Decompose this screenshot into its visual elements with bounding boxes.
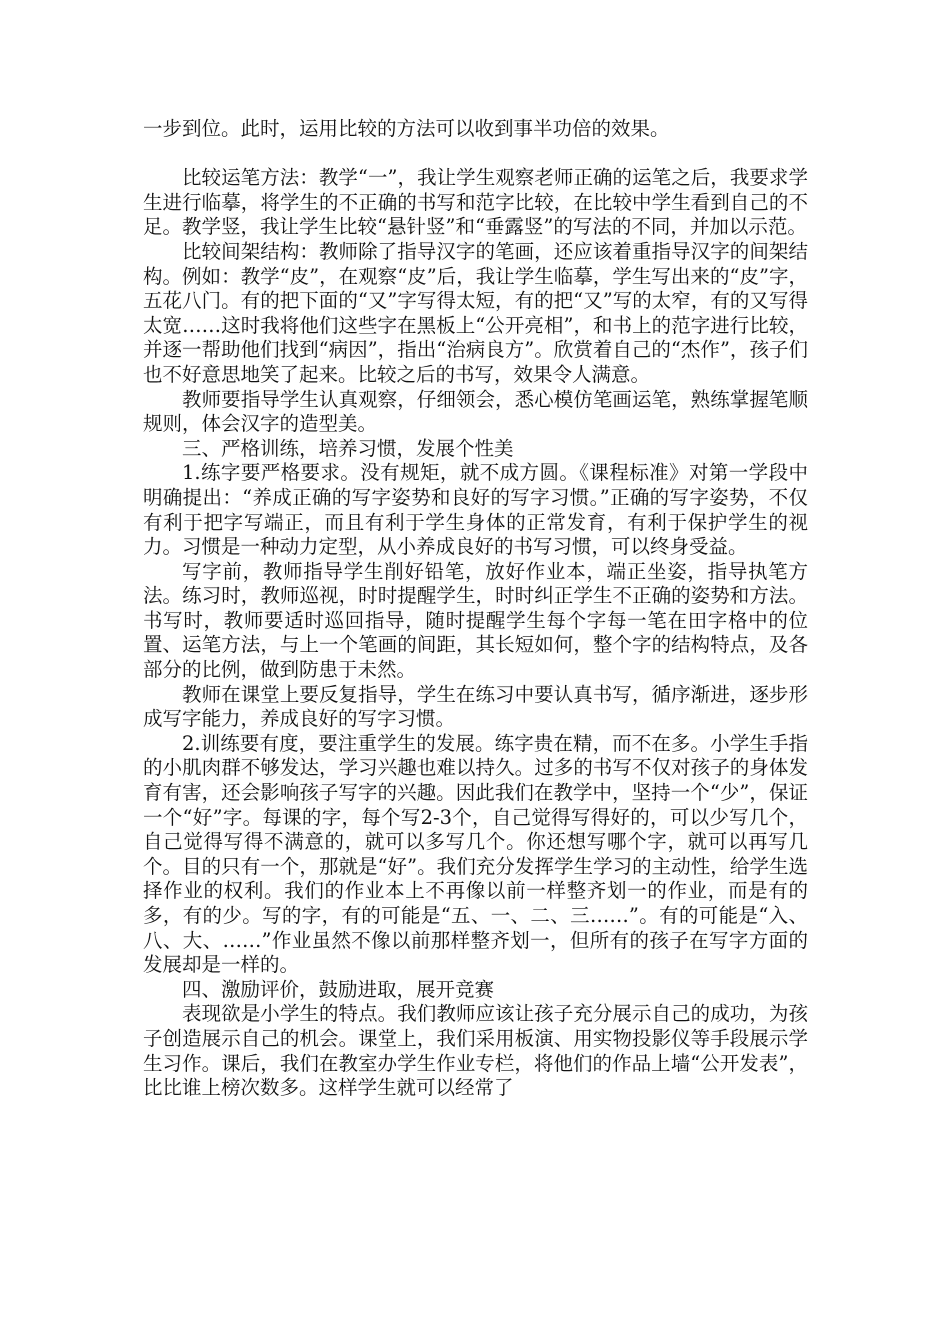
paragraph-classroom-guidance: 教师在课堂上要反复指导，学生在练习中要认真书写，循序渐进，逐步形成写字能力，养成良好的写字习惯。 [143,682,808,731]
document-body [143,117,808,1101]
paragraph-stroke-comparison: 比较运笔方法：教学“一”，我让学生观察老师正确的运笔之后，我要求学生进行临摹，将学生的不正确的书写和范字比较，在比较中学生看到自己的不足。教学竖，我让学生比较“悬针竖”和“垂露竖”的写法的不同，并加以示范。 [143,166,808,239]
paragraph-structure-comparison: 比较间架结构：教师除了指导汉字的笔画，还应该着重指导汉字的间架结构。例如：教学“皮”，在观察“皮”后，我让学生临摹，学生写出来的“皮”字，五花八门。有的把下面的“又”字写得太短，有的把“又”写的太窄，有的又写得太宽……这时我将他们这些字在黑板上“公开亮相”，和书上的范字进行比较，并逐一帮助他们找到“病因”，指出“治病良方”。欣赏着自己的“杰作”，孩子们也不好意思地笑了起来。比较之后的书写，效果令人满意。 [143,239,808,386]
paragraph-observation-guidance: 教师要指导学生认真观察，仔细领会，悉心模仿笔画运笔，熟练掌握笔顺规则，体会汉字的造型美。 [143,387,808,436]
paragraph-strict-requirements: 1.练字要严格要求。没有规矩，就不成方圆。《课程标准》对第一学段中明确提出：“养成正确的写字姿势和良好的写字习惯。”正确的写字姿势，不仅有利于把字写端正，而且有利于学生身体的正常发育，有利于保护学生的视力。习惯是一种动力定型，从小养成良好的书写习惯，可以终身受益。 [143,461,808,559]
section-heading-four: 四、激励评价，鼓励进取，展开竞赛 [182,977,495,1001]
paragraph-continuation: 一步到位。此时，运用比较的方法可以收到事半功倍的效果。 [143,117,670,140]
paragraph-before-writing: 写字前，教师指导学生削好铅笔，放好作业本，端正坐姿，指导执笔方法。练习时，教师巡视，时时提醒学生，时时纠正学生不正确的姿势和方法。书写时，教师要适时巡回指导，随时提醒学生每个字每一笔在田字格中的位置、运笔方法，与上一个笔画的间距，其长短如何，整个字的结构特点，及各部分的比例，做到防患于未然。 [143,559,808,682]
paragraph-showcase: 表现欲是小学生的特点。我们教师应该让孩子充分展示自己的成功，为孩子创造展示自己的机会。课堂上，我们采用板演、用实物投影仪等手段展示学生习作。课后，我们在教室办学生作业专栏，将他们的作品上墙“公开发表”，比比谁上榜次数多。这样学生就可以经常了 [143,1002,808,1100]
section-heading-three: 三、严格训练，培养习惯，发展个性美 [182,436,514,460]
paragraph-training-moderation: 2.训练要有度，要注重学生的发展。练字贵在精，而不在多。小学生手指的小肌肉群不够发达，学习兴趣也难以持久。过多的书写不仅对孩子的身体发育有害，还会影响孩子写字的兴趣。因此我们在教学中，坚持一个“少”，保证一个“好”字。每课的字，每个写2-3个，自己觉得写得好的，可以少写几个，自己觉得写得不满意的，就可以多写几个。你还想写哪个字，就可以再写几个。目的只有一个，那就是“好”。我们充分发挥学生学习的主动性，给学生选择作业的权利。我们的作业本上不再像以前一样整齐划一的作业，而是有的多，有的少。写的字，有的可能是“五、一、二、三……”。有的可能是“入、八、大、……”作业虽然不像以前那样整齐划一，但所有的孩子在写字方面的发展却是一样的。 [143,731,808,977]
blank-line [143,142,808,167]
